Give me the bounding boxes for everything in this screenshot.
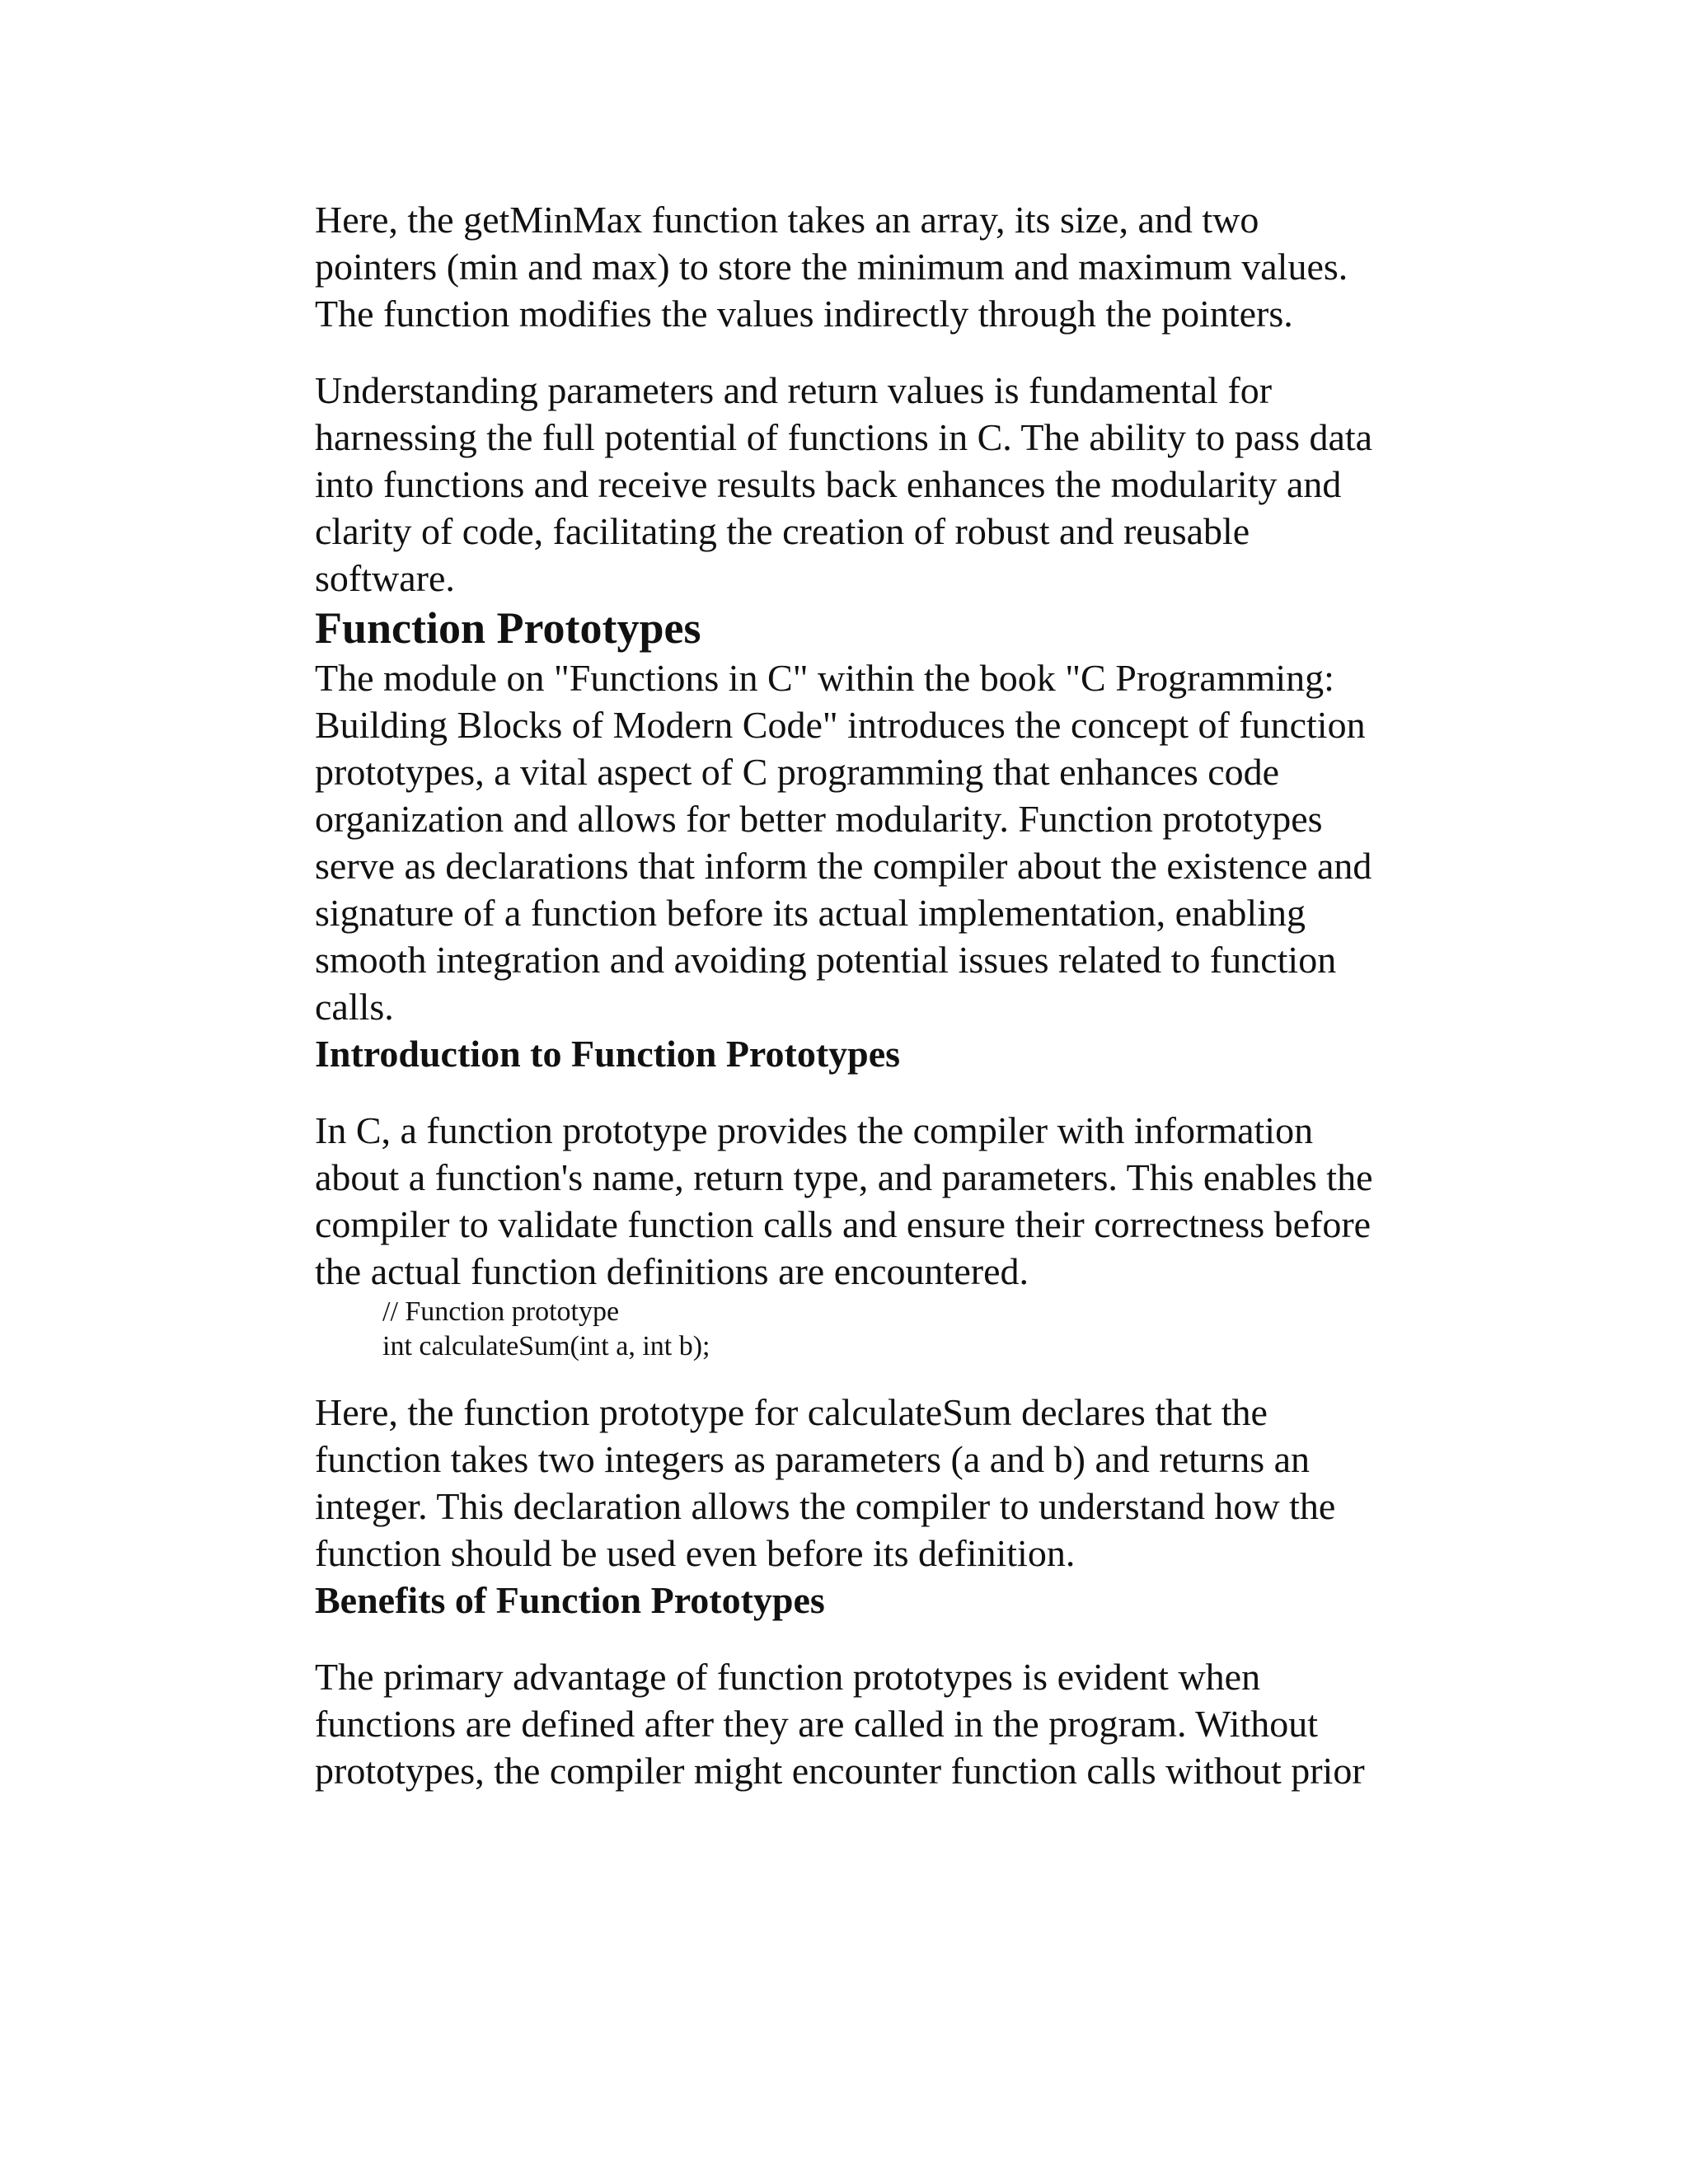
paragraph-getminmax-explanation bbox=[315, 196, 1485, 337]
text-line: smooth integration and avoiding potential issues related to function bbox=[315, 939, 1337, 981]
text-line: function takes two integers as parameters (a and b) and returns an bbox=[315, 1438, 1311, 1480]
text-line: The module on "Functions in C" within the book "C Programming: bbox=[315, 657, 1334, 699]
text-line: Understanding parameters and return values is fundamental for bbox=[315, 369, 1273, 411]
paragraph-prototype-definition bbox=[315, 1107, 1485, 1295]
text-line: serve as declarations that inform the compiler about the existence and bbox=[315, 845, 1372, 887]
subheading-introduction: Introduction to Function Prototypes bbox=[315, 1033, 901, 1075]
text-line: prototypes, the compiler might encounter function calls without prior bbox=[315, 1750, 1365, 1792]
text-line: harnessing the full potential of functions in C. The ability to pass data bbox=[315, 416, 1373, 458]
section-heading-function-prototypes: Function Prototypes bbox=[315, 603, 701, 653]
paragraph-module-intro bbox=[315, 654, 1485, 1030]
paragraph-calculatesum-explanation bbox=[315, 1389, 1485, 1577]
text-line: Here, the function prototype for calculateSum declares that the bbox=[315, 1391, 1268, 1433]
text-line: signature of a function before its actual implementation, enabling bbox=[315, 892, 1306, 934]
text-line: Here, the getMinMax function takes an array, its size, and two bbox=[315, 199, 1259, 241]
text-line: software. bbox=[315, 557, 455, 599]
text-line: functions are defined after they are called in the program. Without bbox=[315, 1703, 1319, 1745]
paragraph-benefits bbox=[315, 1653, 1485, 1794]
code-block bbox=[315, 1295, 1485, 1364]
text-line: integer. This declaration allows the compiler to understand how the bbox=[315, 1485, 1336, 1527]
text-line: pointers (min and max) to store the minimum and maximum values. bbox=[315, 246, 1348, 288]
subheading-benefits: Benefits of Function Prototypes bbox=[315, 1579, 825, 1621]
text-line: the actual function definitions are encountered. bbox=[315, 1250, 1029, 1292]
text-line: prototypes, a vital aspect of C programming that enhances code bbox=[315, 751, 1280, 793]
text-line: calls. bbox=[315, 986, 394, 1028]
text-line: The primary advantage of function prototypes is evident when bbox=[315, 1656, 1261, 1698]
document-page bbox=[315, 196, 1485, 1794]
code-line: int calculateSum(int a, int b); bbox=[382, 1331, 710, 1361]
paragraph-parameters-summary bbox=[315, 367, 1485, 602]
text-line: about a function's name, return type, and parameters. This enables the bbox=[315, 1156, 1373, 1198]
text-line: In C, a function prototype provides the compiler with information bbox=[315, 1109, 1314, 1151]
text-line: Building Blocks of Modern Code" introduces the concept of function bbox=[315, 704, 1366, 746]
text-line: into functions and receive results back enhances the modularity and bbox=[315, 463, 1342, 505]
text-line: compiler to validate function calls and ensure their correctness before bbox=[315, 1203, 1372, 1245]
text-line: organization and allows for better modularity. Function prototypes bbox=[315, 798, 1323, 840]
text-line: function should be used even before its definition. bbox=[315, 1532, 1076, 1574]
code-line: // Function prototype bbox=[382, 1296, 620, 1327]
text-line: clarity of code, facilitating the creation of robust and reusable bbox=[315, 510, 1250, 552]
text-line: The function modifies the values indirectly through the pointers. bbox=[315, 293, 1293, 335]
